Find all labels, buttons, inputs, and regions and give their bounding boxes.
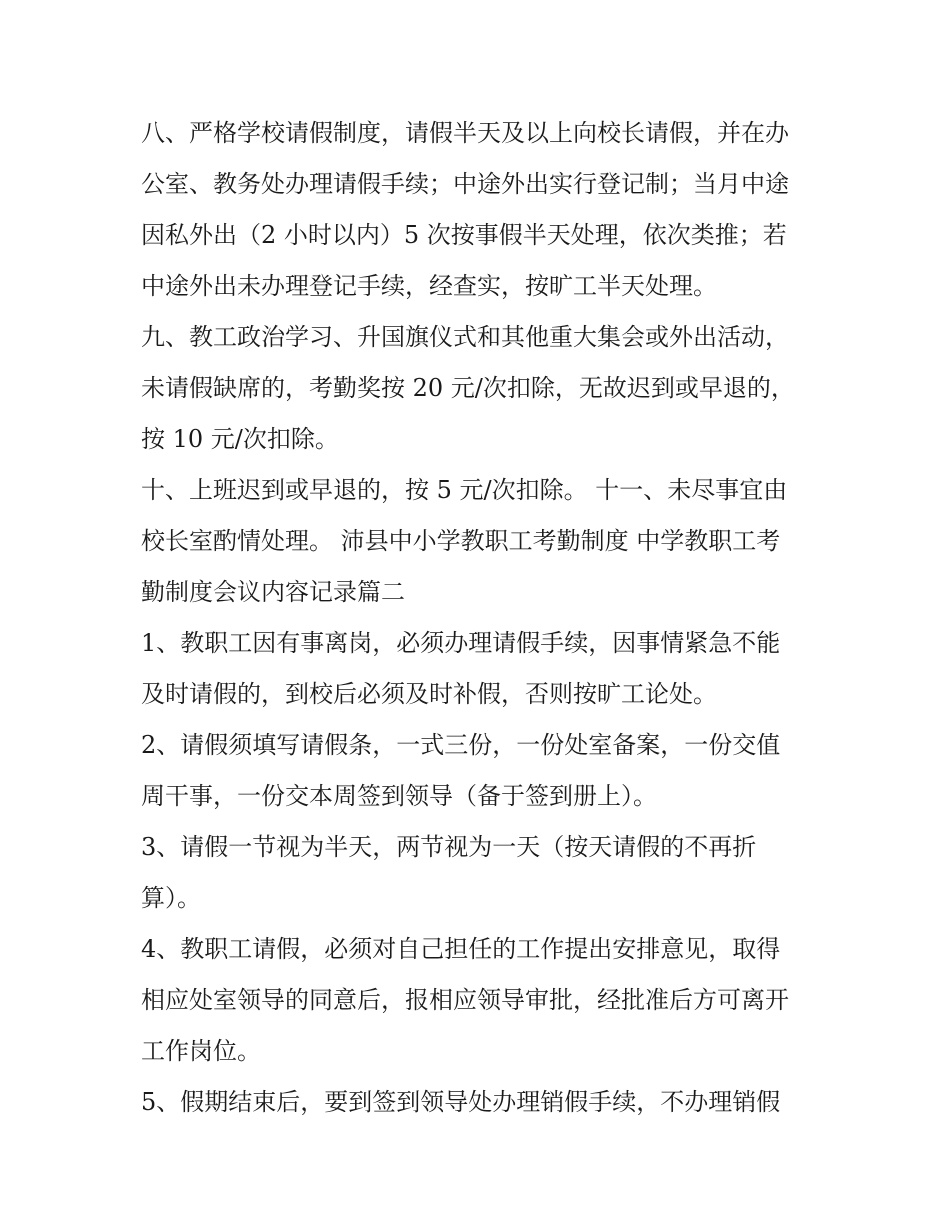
text-line: 按 10 元/次扣除。	[141, 425, 339, 453]
text-line: 周干事，一份交本周签到领导（备于签到册上）。	[141, 782, 657, 810]
text-line: 未请假缺席的，考勤奖按 20 元/次扣除，无故迟到或早退的，	[141, 374, 795, 402]
text-line: 八、严格学校请假制度，请假半天及以上向校长请假，并在办	[141, 119, 789, 147]
text-line: 算）。	[141, 884, 201, 912]
text-line: 勤制度会议内容记录篇二	[141, 578, 405, 606]
text-line: 因私外出（2 小时以内）5 次按事假半天处理，依次类推；若	[141, 221, 787, 249]
text-line: 十、上班迟到或早退的，按 5 元/次扣除。 十一、未尽事宜由	[141, 476, 788, 504]
text-line: 3、请假一节视为半天，两节视为一天（按天请假的不再折	[141, 833, 757, 861]
text-line: 及时请假的，到校后必须及时补假，否则按旷工论处。	[141, 680, 717, 708]
text-line: 九、教工政治学习、升国旗仪式和其他重大集会或外出活动，	[141, 323, 789, 351]
text-line: 2、请假须填写请假条，一式三份，一份处室备案，一份交值	[141, 731, 781, 759]
document-body	[141, 108, 821, 1128]
text-line: 公室、教务处办理请假手续；中途外出实行登记制；当月中途	[141, 170, 789, 198]
text-line: 相应处室领导的同意后，报相应领导审批，经批准后方可离开	[141, 986, 789, 1014]
text-line: 工作岗位。	[141, 1037, 261, 1065]
text-line: 中途外出未办理登记手续，经查实，按旷工半天处理。	[141, 272, 717, 300]
text-line: 1、教职工因有事离岗，必须办理请假手续，因事情紧急不能	[141, 629, 781, 657]
text-line: 4、教职工请假，必须对自己担任的工作提出安排意见，取得	[141, 935, 781, 963]
text-line: 校长室酌情处理。 沛县中小学教职工考勤制度 中学教职工考	[141, 527, 781, 555]
text-line: 5、假期结束后，要到签到领导处办理销假手续，不办理销假	[141, 1088, 781, 1116]
